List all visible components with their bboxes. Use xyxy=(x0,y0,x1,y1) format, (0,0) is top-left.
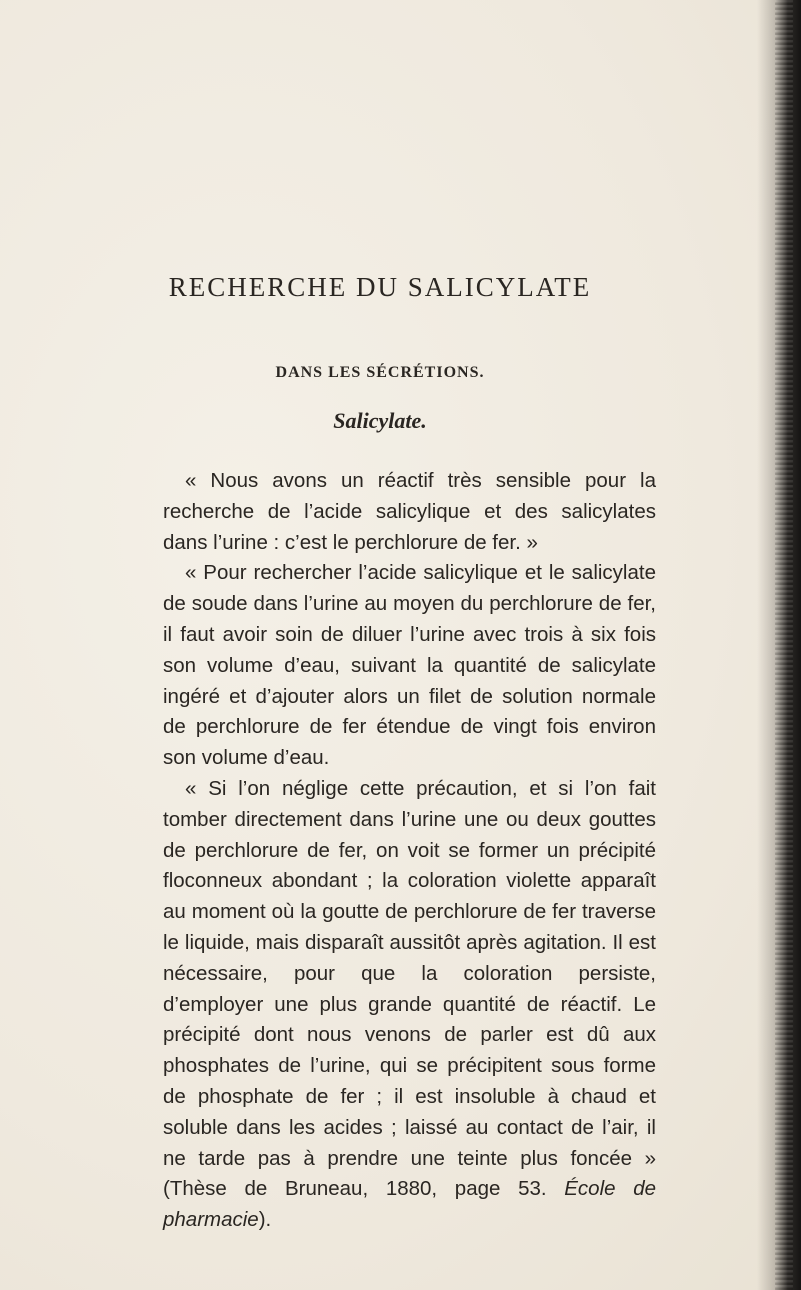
page-title: RECHERCHE DU SALICYLATE xyxy=(168,272,592,302)
paragraph-3 xyxy=(163,774,656,1236)
paragraph-1: « Nous avons un réactif très sensible pour la recherche de l’acide salicylique et des salicylates dans l’urine : c’est le perchlorure de fer. » xyxy=(163,469,656,554)
paragraph-2: « Pour rechercher l’acide salicylique et le salicylate de soude dans l’urine au moyen du perchlorure de fer, il faut avoir soin de diluer l’urine avec trois à six fois son volume d’eau, suivant la quantité de salicylate ingéré et d’ajouter alors un filet de solution normale de perchlorure de fer étendue de vingt fois environ son volume d’eau. xyxy=(163,561,656,770)
page-subtitle: DANS LES SÉCRÉTIONS. xyxy=(275,364,485,381)
page-edge-texture xyxy=(775,0,793,1290)
body-text xyxy=(163,466,656,1236)
paragraph-3-text: « Si l’on néglige cette précaution, et si l’on fait tomber directement dans l’urine une ou deux gouttes de perchlorure de fer, on voit se former un précipité floconneux abondant ; la coloration violette apparaît au moment où la goutte de perchlorure de fer traverse le liquide, mais disparaît aussitôt après agitation. Il est nécessaire, pour que la coloration persiste, d’employer une plus grande quantité de réactif. Le précipité dont nous venons de parler est dû aux phosphates de l’urine, qui se précipitent sous forme de phosphate de fer ; il est insoluble à chaud et soluble dans les acides ; laissé au contact de l’air, il ne tarde pas à prendre une teinte plus foncée » (Thèse de Bruneau, 1880, page 53. xyxy=(163,776,656,1201)
italic-reference: École de pharmacie xyxy=(163,1177,657,1232)
section-heading: Salicylate. xyxy=(333,408,427,433)
paragraph-3-closing: ). xyxy=(258,1208,272,1232)
